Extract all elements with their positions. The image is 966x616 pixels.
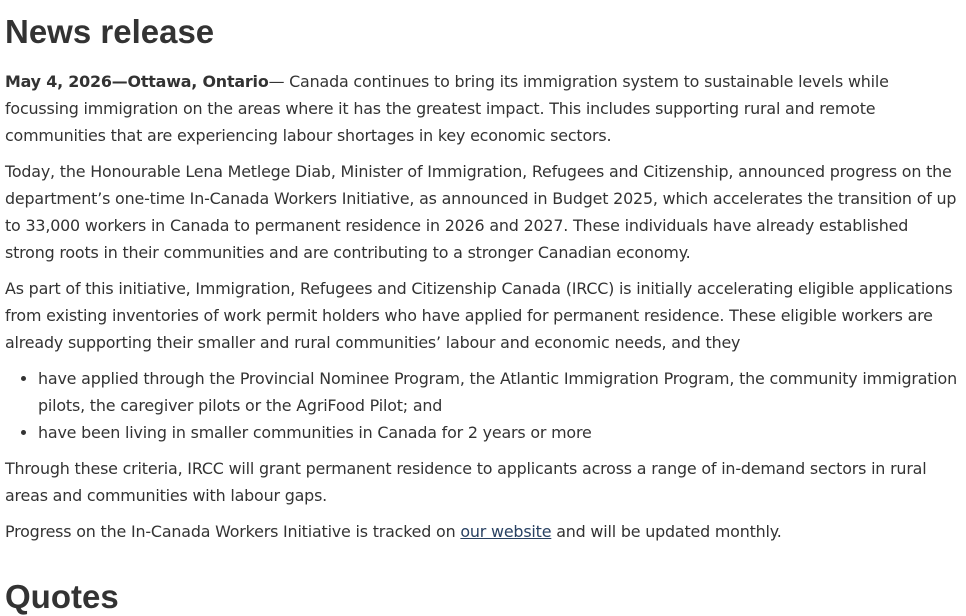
paragraph-criteria-outcome: Through these criteria, IRCC will grant permanent residence to applicants across a range of in-demand sectors in rural areas and communities with labour gaps.	[5, 459, 927, 505]
criteria-list	[5, 365, 958, 446]
paragraph-progress	[5, 518, 958, 545]
our-website-link[interactable]: our website	[460, 522, 552, 541]
dateline: May 4, 2026—Ottawa, Ontario	[5, 72, 269, 91]
lead-text: — Canada continues to bring its immigration system to sustainable levels while focussing immigration on the areas where it has the greatest impact. This includes supporting rural and remote communities that are experiencing labour shortages in key economic sectors.	[5, 72, 889, 145]
lead-paragraph	[5, 68, 958, 149]
progress-text-before: Progress on the In-Canada Workers Initiative is tracked on	[5, 522, 461, 541]
list-item: • have been living in smaller communities in Canada for 2 years or more	[38, 419, 958, 446]
list-item: • have applied through the Provincial Nominee Program, the Atlantic Immigration Program, the community immigration pilots, the caregiver pilots or the AgriFood Pilot; and	[38, 365, 958, 419]
progress-text-after: and will be updated monthly.	[551, 522, 782, 541]
paragraph-announcement: Today, the Honourable Lena Metlege Diab, Minister of Immigration, Refugees and Citizenship, announced progress on the department’s one-time In-Canada Workers Initiative, as announced in Budget 2025, which accelerates the transition of up to 33,000 workers in Canada to permanent residence in 2026 and 2027. These individuals have already established strong roots in their communities and are contributing to a stronger Canadian economy.	[5, 162, 957, 262]
paragraph-initiative: As part of this initiative, Immigration, Refugees and Citizenship Canada (IRCC) is initially accelerating eligible applications from existing inventories of work permit holders who have applied for permanent residence. These eligible workers are already supporting their smaller and rural communities’ labour and economic needs, and they	[5, 279, 953, 352]
page-title: News release	[5, 13, 215, 50]
quotes-heading: Quotes	[5, 578, 119, 615]
